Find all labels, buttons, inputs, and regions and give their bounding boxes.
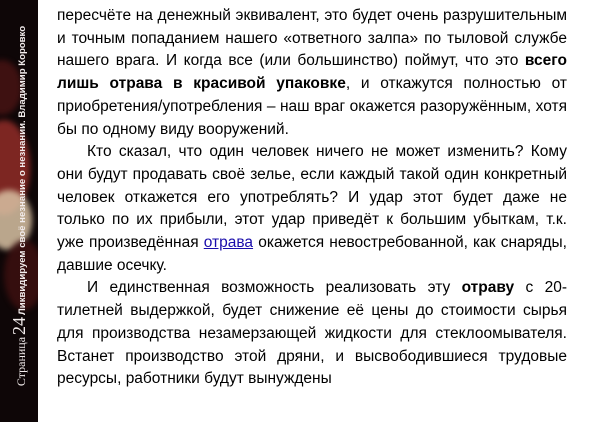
- paragraph: [57, 5, 567, 141]
- document-body: [57, 5, 567, 391]
- emphasis-text: отраву: [461, 279, 515, 297]
- page-label: Страница: [14, 336, 28, 387]
- page-number: 24: [9, 316, 29, 335]
- emphasis-text: всего лишь отрава в красивой упаковке: [57, 52, 567, 93]
- paragraph-text: окажется невостребованной, как снаряды, давшие осечку.: [57, 234, 567, 274]
- paragraph-text: И единственная возможность реализовать эту: [87, 279, 462, 297]
- poison-link[interactable]: отрава: [203, 234, 254, 252]
- paragraph: [57, 141, 567, 277]
- paragraph-text: с 20-тилетней выдержкой, будет снижение её цены до стоимости сырья для производства незамерзающей жидкости для стеклоомывателя. Встанет производство этой дряни, и высвободившиеся трудовые ресурсы, работники будут вынуждены: [57, 279, 568, 388]
- paragraph-text: пересчёте на денежный эквивалент, это будет очень разрушительным и точным попаданием нашего «ответного залпа» по тыловой службе нашего врага. И когда все (или большинство) поймут, что это: [57, 7, 567, 70]
- document-title: Ликвидируем своё незнание о незнании. Владимир Коровко: [17, 25, 28, 315]
- sidebar: [0, 0, 38, 422]
- page-footer: [10, 6, 28, 406]
- paragraph-text: Кто сказал, что один человек ничего не может изменить? Кому они будут продавать своё зелье, если каждый такой один конкретный человек откажется его употреблять? И удар этот будет даже не только по их прибыли, этот удар приведёт к большим убыткам, т.к. уже произведённая: [57, 143, 567, 252]
- paragraph: [57, 277, 567, 391]
- paragraph-text: , и откажутся полностью от приобретения/употребления – наш враг окажется разоружённым, хотя бы по одному виду вооружений.: [57, 75, 567, 138]
